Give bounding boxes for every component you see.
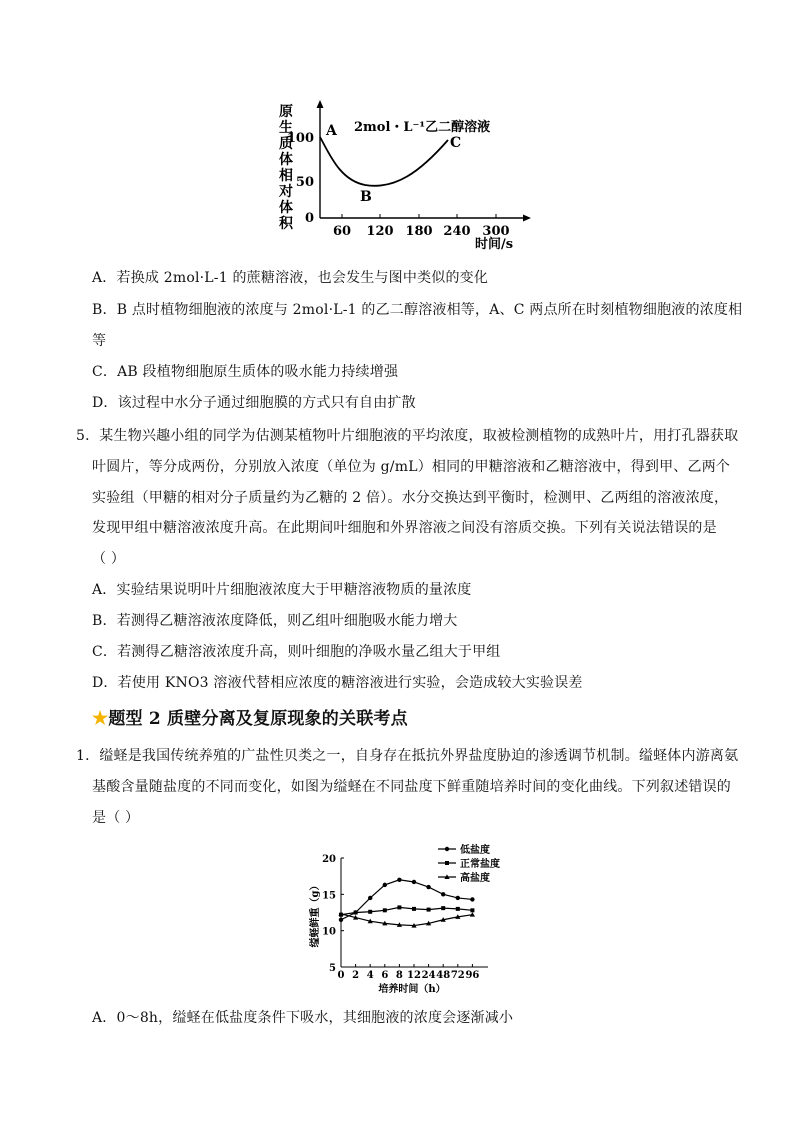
- q5-stem-line: 叶圆片，等分成两份，分别放入浓度（单位为 g/mL）相同的甲糖溶液和乙糖溶液中，得到甲、乙两个: [92, 459, 731, 475]
- section-heading: [92, 708, 408, 730]
- chart2-xtick-label: 96: [465, 970, 480, 981]
- protoplast-volume-chart: [270, 100, 570, 250]
- q5-option-c: C．若测得乙糖溶液浓度升高，则叶细胞的净吸水量乙组大于甲组: [92, 644, 501, 660]
- q5-stem-line: 发现甲组中糖溶液浓度升高。在此期间叶细胞和外界溶液之间没有溶质交换。下列有关说法错误的是: [92, 520, 717, 536]
- chart1-ylabel-char: 积: [279, 216, 293, 232]
- chart2-point-0: [368, 896, 372, 900]
- q5-stem-line: 实验组（甲糖的相对分子质量约为乙糖的 2 倍）。水分交换达到平衡时，检测甲、乙两组的溶液浓度，: [92, 490, 729, 506]
- chart2-point-0: [470, 897, 474, 901]
- chart2-point-0: [383, 883, 387, 887]
- q5-stem-line: 5．某生物兴趣小组的同学为估测某植物叶片细胞液的平均浓度，取被检测植物的成熟叶片，用打孔器获取: [76, 428, 739, 444]
- chart2-xtick-label: 4: [366, 970, 374, 981]
- chart2-xtick-label: 48: [436, 970, 451, 981]
- chart2-point-0: [426, 885, 430, 889]
- q4-option-c: C．AB 段植物细胞原生质体的吸水能力持续增强: [92, 364, 399, 380]
- chart2-xtick-label: 24: [421, 970, 436, 981]
- chart2-xlabel: 培养时间（h）: [378, 984, 446, 995]
- chart2-xtick-label: 6: [381, 970, 389, 981]
- chart2-xtick-label: 0: [337, 970, 345, 981]
- q4-option-b-cont: 等: [92, 333, 107, 349]
- chart1-ytick-label: 0: [304, 211, 314, 226]
- chart2-series-line-2: [341, 914, 472, 926]
- q4-option-d: D．该过程中水分子通过细胞膜的方式只有自由扩散: [92, 395, 416, 411]
- q1-stem-line: 1．缢蛏是我国传统养殖的广盐性贝类之一，自身存在抵抗外界盐度胁迫的渗透调节机制。缢蛏体内游离氨: [76, 748, 739, 764]
- q5-option-b: B．若测得乙糖溶液浓度降低，则乙组叶细胞吸水能力增大: [92, 613, 458, 629]
- chart2-point-1: [441, 906, 445, 910]
- q5-option-a: A．实验结果说明叶片细胞液浓度大于甲糖溶液物质的量浓度: [92, 582, 472, 598]
- chart1-xtick-label: 120: [366, 224, 394, 239]
- chart2-point-1: [412, 907, 416, 911]
- chart1-curve: [320, 137, 448, 186]
- section-heading-text: 题型 2 质壁分离及复原现象的关联考点: [108, 709, 408, 729]
- chart2-point-1: [456, 907, 460, 911]
- chart2-point-1: [397, 905, 401, 909]
- chart1-y-arrow: [317, 100, 324, 108]
- chart1-xlabel: 时间/s: [475, 237, 514, 252]
- chart1-ylabel-char: 生: [279, 120, 293, 136]
- chart2-point-1: [470, 908, 474, 912]
- chart2-point-1: [427, 908, 431, 912]
- chart1-x-arrow: [523, 215, 531, 222]
- chart2-legend-marker: [445, 861, 449, 865]
- chart2-xtick-label: 72: [450, 970, 465, 981]
- q5-option-d: D．若使用 KNO3 溶液代替相应浓度的糖溶液进行实验，会造成较大实验误差: [92, 675, 583, 691]
- chart2-point-1: [368, 910, 372, 914]
- chart1-ylabel-char: 原: [279, 104, 293, 120]
- chart2-xtick-label: 2: [352, 970, 360, 981]
- star-icon: ★: [92, 708, 109, 729]
- chart1-point-label-a: A: [326, 123, 337, 139]
- chart1-xtick-label: 180: [405, 224, 433, 239]
- chart2-point-0: [456, 896, 460, 900]
- chart1-ylabel-char: 对: [279, 184, 293, 200]
- chart2-legend-marker: [445, 847, 449, 851]
- chart2-legend-label: 低盐度: [460, 845, 490, 856]
- chart2-ylabel: 缢蛏鲜重（g）: [310, 880, 321, 948]
- chart2-series-line-0: [341, 880, 472, 920]
- chart1-ylabel-char: 体: [279, 200, 293, 216]
- chart2-legend-label: 高盐度: [460, 873, 490, 884]
- fresh-weight-chart: [300, 838, 530, 998]
- chart2-point-0: [397, 878, 401, 882]
- chart1-xtick-label: 60: [332, 224, 352, 239]
- chart1-ylabel-char: 质: [279, 136, 293, 152]
- chart1-ylabel-char: 体: [279, 152, 293, 168]
- chart1-ylabel-char: 相: [279, 168, 293, 184]
- chart2-ytick-label: 20: [322, 854, 336, 865]
- q4-option-b: B．B 点时植物细胞液的浓度与 2mol·L-1 的乙二醇溶液相等，A、C 两点所在时刻植物细胞液的浓度相: [92, 302, 743, 318]
- chart1-xtick-label: 300: [482, 224, 510, 239]
- chart2-point-0: [441, 892, 445, 896]
- q4-option-a: A．若换成 2mol·L-1 的蔗糖溶液，也会发生与图中类似的变化: [92, 270, 489, 286]
- chart1-xtick-label: 240: [443, 224, 471, 239]
- chart2-xtick-label: 8: [395, 970, 403, 981]
- chart2-point-0: [412, 880, 416, 884]
- chart1-ytick-label: 100: [286, 131, 314, 146]
- chart2-xtick-label: 12: [407, 970, 421, 981]
- chart2-point-1: [354, 911, 358, 915]
- chart2-ytick-label: 10: [322, 926, 336, 938]
- chart1-series-label: 2mol・L⁻¹乙二醇溶液: [354, 120, 491, 135]
- chart2-legend-label: 正常盐度: [460, 859, 500, 870]
- chart1-ytick-label: 50: [295, 175, 314, 190]
- chart2-point-0: [339, 918, 343, 922]
- q1-stem-line: 是（ ）: [92, 810, 140, 826]
- chart2-ytick-label: 5: [329, 963, 336, 974]
- q5-stem-line: （ ）: [92, 551, 126, 567]
- chart2-point-1: [383, 908, 387, 912]
- q1-option-a: A．0～8h，缢蛏在低盐度条件下吸水，其细胞液的浓度会逐渐减小: [92, 1010, 514, 1026]
- chart1-point-label-c: C: [450, 135, 462, 151]
- chart2-ytick-label: 15: [322, 890, 336, 902]
- chart1-point-label-b: B: [360, 189, 372, 205]
- q1-stem-line: 基酸含量随盐度的不同而变化，如图为缢蛏在不同盐度下鲜重随培养时间的变化曲线。下列叙述错误的: [92, 779, 731, 795]
- chart2-series-line-1: [341, 907, 472, 914]
